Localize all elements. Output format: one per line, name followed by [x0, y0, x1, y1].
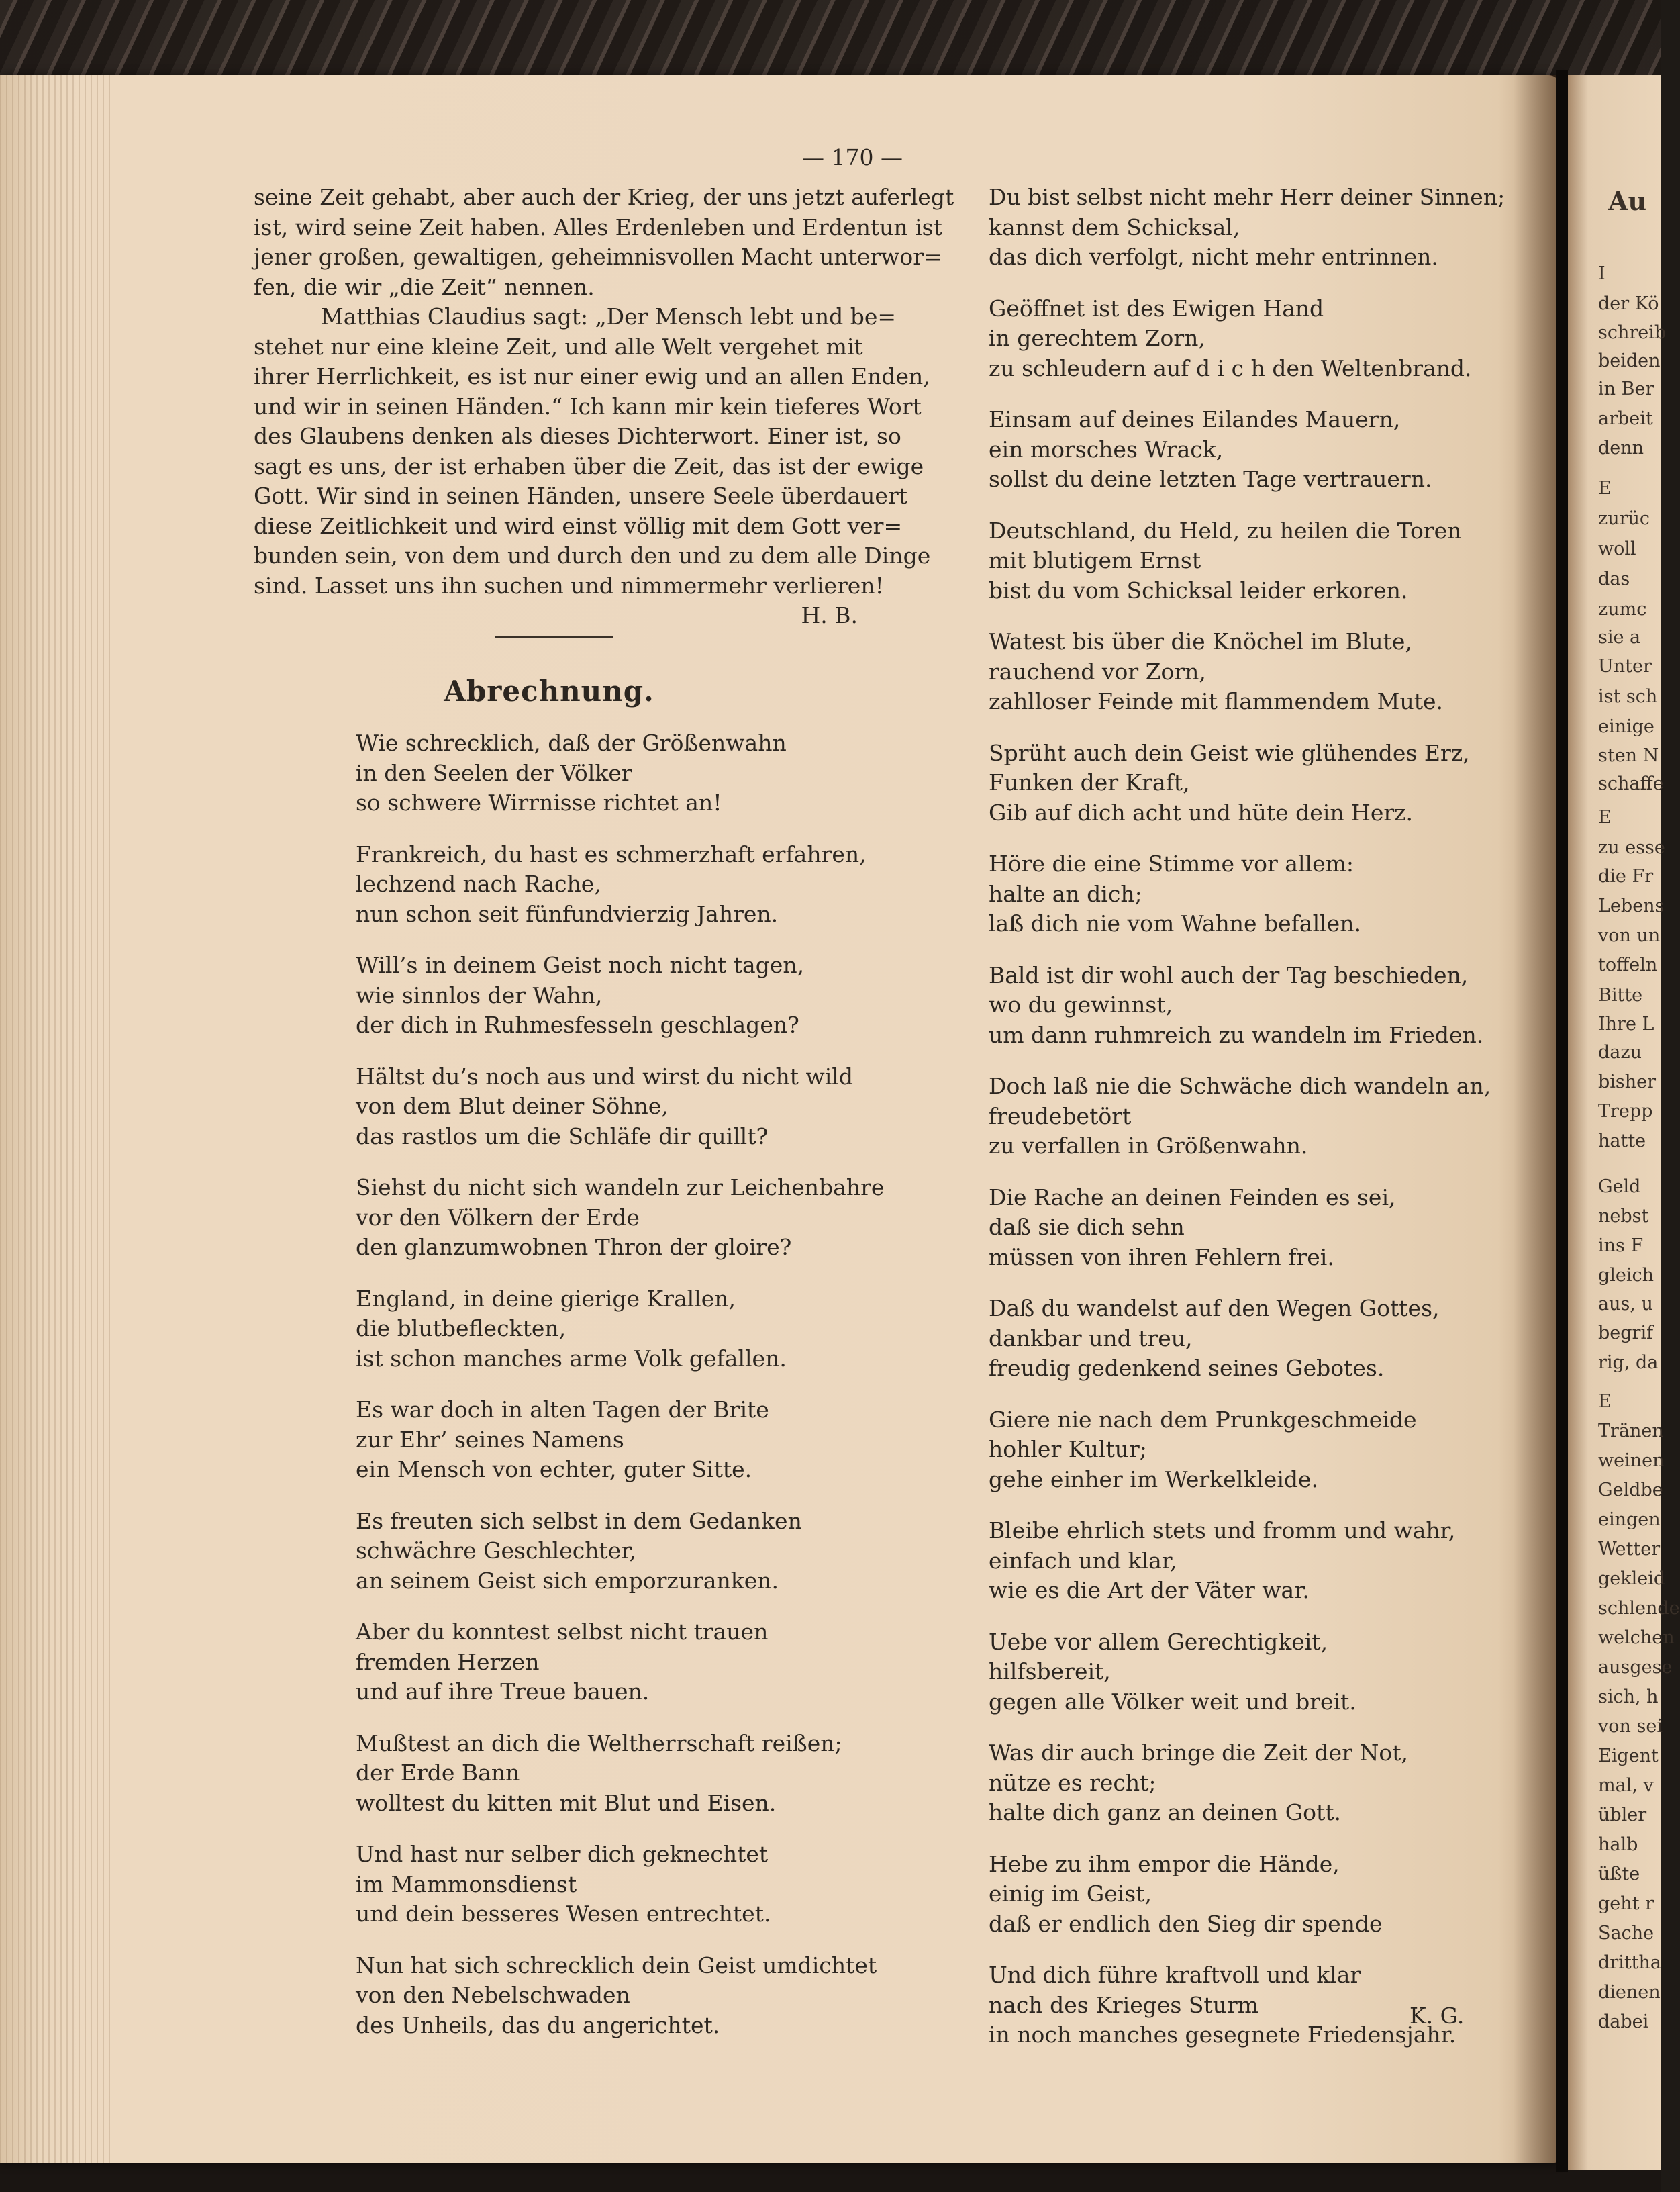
- next-page-text-fragment: üßte: [1598, 1864, 1640, 1885]
- page-edges: [0, 75, 114, 2163]
- next-page-text-fragment: E: [1598, 807, 1612, 828]
- poem-line: Die Rache an deinen Feinden es sei,: [989, 1184, 1396, 1210]
- poem-line: in gerechtem Zorn,: [989, 325, 1205, 351]
- poem-stanza: [989, 183, 1505, 273]
- next-page-text-fragment: arbeit: [1598, 408, 1653, 429]
- next-page-text-fragment: Au: [1608, 186, 1647, 216]
- poem-line: kannst dem Schicksal,: [989, 213, 1240, 240]
- next-page-text-fragment: Ihre L: [1598, 1014, 1654, 1035]
- poem-stanza: [989, 1516, 1472, 1606]
- poem-line: Was dir auch bringe die Zeit der Not,: [989, 1740, 1408, 1766]
- poem-line: Es freuten sich selbst in dem Gedanken: [356, 1507, 802, 1534]
- prose-line-text: sind. Lasset uns ihn suchen und nimmermehr verlieren!: [254, 572, 884, 599]
- poem-line: Funken der Kraft,: [989, 769, 1190, 796]
- prose-line: jener großen, gewaltigen, geheimnisvollen Macht unterwor=: [254, 244, 942, 270]
- page-number: — 170 —: [802, 144, 903, 171]
- next-page-text-fragment: E: [1598, 1391, 1612, 1412]
- next-page-text-fragment: dienen: [1598, 1982, 1661, 2003]
- poem-line: Will’s in deinem Geist noch nicht tagen,: [356, 952, 805, 978]
- next-page-text-fragment: Sache: [1598, 1923, 1654, 1944]
- next-page-text-fragment: I: [1598, 263, 1605, 284]
- poem-stanza: [356, 1729, 852, 1819]
- poem-line: einig im Geist,: [989, 1880, 1152, 1907]
- poem-signature: K. G.: [1410, 2003, 1465, 2029]
- next-page-text-fragment: zumc: [1598, 599, 1647, 620]
- next-page-text-fragment: weinen: [1598, 1450, 1665, 1471]
- poem-line: wie sinnlos der Wahn,: [356, 982, 603, 1008]
- next-page-text-fragment: gekleid: [1598, 1568, 1666, 1589]
- poem-line: Höre die eine Stimme vor allem:: [989, 851, 1354, 877]
- next-page-text-fragment: schlende: [1598, 1598, 1680, 1619]
- poem-line: bist du vom Schicksal leider erkoren.: [989, 577, 1408, 604]
- poem-line: Bald ist dir wohl auch der Tag beschieden,: [989, 961, 1469, 988]
- next-page-text-fragment: dazu: [1598, 1042, 1642, 1063]
- poem-line: Giere nie nach dem Prunkgeschmeide: [989, 1406, 1417, 1433]
- next-page-text-fragment: zu esse: [1598, 837, 1665, 858]
- next-page-text-fragment: schreib: [1598, 322, 1667, 343]
- next-page-text-fragment: Lebens: [1598, 896, 1665, 916]
- next-page-text-fragment: sich, h: [1598, 1686, 1659, 1707]
- poem-right-column: [989, 183, 1505, 2072]
- poem-line: Und dich führe kraftvoll und klar: [989, 1962, 1361, 1988]
- poem-line: Doch laß nie die Schwäche dich wandeln an,: [989, 1073, 1491, 1099]
- poem-stanza: [356, 840, 867, 930]
- book-spine: [1556, 70, 1568, 2172]
- poem-stanza: [356, 1395, 852, 1485]
- poem-line: wo du gewinnst,: [989, 992, 1173, 1018]
- poem-line: Hältst du’s noch aus und wirst du nicht wild: [356, 1063, 853, 1090]
- poem-stanza: [989, 1183, 1472, 1273]
- prose-paragraph: [254, 183, 954, 628]
- next-page-text-fragment: ins F: [1598, 1235, 1644, 1256]
- poem-line: Aber du konntest selbst nicht trauen: [356, 1619, 769, 1645]
- poem-line: der Erde Bann: [356, 1760, 520, 1786]
- poem-stanza: [989, 627, 1472, 717]
- next-page-text-fragment: ist sch: [1598, 686, 1658, 707]
- next-page-text-fragment: dabei: [1598, 2011, 1649, 2032]
- poem-stanza: [989, 1850, 1472, 1940]
- poem-stanza: [356, 1062, 852, 1152]
- next-page-text-fragment: Eigent: [1598, 1746, 1659, 1766]
- prose-line: bunden sein, von dem und durch den und zu dem alle Dinge: [254, 542, 931, 569]
- poem-line: Und hast nur selber dich geknechtet: [356, 1841, 769, 1867]
- next-page-text-fragment: mal, v: [1598, 1775, 1654, 1796]
- prose-line: [254, 571, 884, 628]
- next-page-text-fragment: Geldbe: [1598, 1480, 1663, 1500]
- poem-line: fremden Herzen: [356, 1648, 540, 1675]
- poem-line: an seinem Geist sich emporzuranken.: [356, 1567, 779, 1594]
- next-page-text-fragment: Trepp: [1598, 1101, 1653, 1122]
- next-page-text-fragment: von sei: [1598, 1716, 1663, 1737]
- next-page-text-fragment: halb: [1598, 1834, 1638, 1855]
- poem-line: schwächre Geschlechter,: [356, 1537, 636, 1564]
- section-divider: [495, 636, 613, 638]
- poem-line: die blutbefleckten,: [356, 1315, 566, 1341]
- next-page-text-fragment: E: [1598, 478, 1612, 499]
- poem-stanza: [356, 1951, 877, 2041]
- poem-line: ist schon manches arme Volk gefallen.: [356, 1345, 787, 1372]
- poem-line: Einsam auf deines Eilandes Mauern,: [989, 406, 1401, 432]
- poem-line: wie es die Art der Väter war.: [989, 1577, 1310, 1603]
- next-page-text-fragment: begrif: [1598, 1323, 1654, 1343]
- prose-line: und wir in seinen Händen.“ Ich kann mir kein tieferes Wort: [254, 393, 922, 420]
- poem-line: daß er endlich den Sieg dir spende: [989, 1910, 1383, 1937]
- poem-line: ein Mensch von echter, guter Sitte.: [356, 1456, 752, 1482]
- next-page-text-fragment: schaffe: [1598, 773, 1664, 794]
- poem-stanza: [356, 1507, 852, 1597]
- prose-line: Gott. Wir sind in seinen Händen, unsere Seele überdauert: [254, 483, 907, 509]
- next-page-text-fragment: nebst: [1598, 1206, 1649, 1227]
- poem-line: nach des Krieges Sturm: [989, 1991, 1259, 2018]
- poem-stanza: [989, 405, 1472, 495]
- poem-stanza: [989, 1738, 1472, 1828]
- poem-line: rauchend vor Zorn,: [989, 658, 1206, 685]
- poem-stanza: [989, 516, 1472, 606]
- poem-line: den glanzumwobnen Thron der gloire?: [356, 1234, 792, 1260]
- poem-line: zur Ehr’ seines Namens: [356, 1426, 624, 1453]
- next-page-text-fragment: das: [1598, 569, 1630, 589]
- poem-line: mit blutigem Ernst: [989, 547, 1201, 573]
- poem-stanza: [989, 849, 1472, 939]
- poem-line: Watest bis über die Knöchel im Blute,: [989, 628, 1412, 655]
- poem-line: hohler Kultur;: [989, 1436, 1147, 1462]
- poem-stanza: [989, 1627, 1472, 1717]
- poem-line: Daß du wandelst auf den Wegen Gottes,: [989, 1295, 1440, 1321]
- poem-line: im Mammonsdienst: [356, 1870, 577, 1897]
- poem-line: zu verfallen in Größenwahn.: [989, 1133, 1308, 1159]
- next-page-text-fragment: Geld: [1598, 1176, 1641, 1197]
- next-page-text-fragment: Tränen: [1598, 1421, 1664, 1441]
- poem-stanza: [356, 951, 852, 1041]
- next-page-fragment: [1568, 75, 1680, 2170]
- next-page-text-fragment: drittha: [1598, 1952, 1662, 1973]
- poem-line: das rastlos um die Schläfe dir quillt?: [356, 1123, 769, 1149]
- poem-line: Wie schrecklich, daß der Größenwahn: [356, 730, 787, 756]
- poem-line: wolltest du kitten mit Blut und Eisen.: [356, 1789, 777, 1816]
- prose-line: fen, die wir „die Zeit“ nennen.: [254, 273, 595, 300]
- next-page-text-fragment: übler: [1598, 1805, 1647, 1825]
- poem-stanza: [989, 961, 1484, 1051]
- poem-line: nun schon seit fünfundvierzig Jahren.: [356, 900, 779, 927]
- poem-line: um dann ruhmreich zu wandeln im Frieden.: [989, 1021, 1484, 1048]
- poem-stanza: [356, 1617, 852, 1707]
- prose-line: sagt es uns, der ist erhaben über die Zeit, das ist der ewige: [254, 452, 924, 479]
- next-page-text-fragment: Bitte: [1598, 985, 1643, 1006]
- poem-line: sollst du deine letzten Tage vertrauern.: [989, 466, 1432, 492]
- next-page-text-fragment: von un: [1598, 925, 1661, 946]
- poem-line: Mußtest an dich die Weltherrschaft reißen;: [356, 1729, 842, 1756]
- poem-line: Geöffnet ist des Ewigen Hand: [989, 295, 1324, 322]
- poem-line: Es war doch in alten Tagen der Brite: [356, 1396, 769, 1423]
- poem-title: Abrechnung.: [444, 675, 654, 708]
- next-page-text-fragment: zurüc: [1598, 508, 1650, 529]
- poem-line: das dich verfolgt, nicht mehr entrinnen.: [989, 244, 1438, 270]
- prose-column: [254, 183, 954, 631]
- prose-line: des Glaubens denken als dieses Dichterwort. Einer ist, so: [254, 423, 901, 449]
- poem-line: freudig gedenkend seines Gebotes.: [989, 1355, 1385, 1381]
- next-page-text-fragment: Wetter: [1598, 1539, 1661, 1560]
- next-page-text-fragment: ausgese: [1598, 1657, 1673, 1678]
- poem-line: gegen alle Völker weit und breit.: [989, 1688, 1356, 1715]
- poem-line: in noch manches gesegnete Friedensjahr.: [989, 2021, 1456, 2048]
- next-page-text-fragment: hatte: [1598, 1131, 1646, 1151]
- next-page-text-fragment: aus, u: [1598, 1294, 1653, 1315]
- poem-line: zu schleudern auf d i c h den Weltenbrand.: [989, 354, 1472, 381]
- poem-line: Sprüht auch dein Geist wie glühendes Erz,: [989, 739, 1470, 766]
- prose-line: Matthias Claudius sagt: „Der Mensch lebt und be=: [321, 303, 897, 330]
- poem-stanza: [989, 1071, 1491, 1161]
- poem-line: zahlloser Feinde mit flammendem Mute.: [989, 688, 1443, 714]
- next-page-text-fragment: woll: [1598, 538, 1636, 559]
- next-page-text-fragment: gleich: [1598, 1265, 1654, 1286]
- next-page-text-fragment: in Ber: [1598, 379, 1654, 399]
- next-page-text-fragment: sie a: [1598, 627, 1641, 648]
- poem-line: freudebetört: [989, 1102, 1132, 1129]
- page-gutter-shadow: [1514, 75, 1561, 2163]
- poem-stanza: [989, 294, 1472, 384]
- next-page-text-fragment: toffeln: [1598, 955, 1658, 975]
- poem-line: Deutschland, du Held, zu heilen die Toren: [989, 517, 1462, 544]
- poem-line: Gib auf dich acht und hüte dein Herz.: [989, 799, 1414, 826]
- next-page-text-fragment: bisher: [1598, 1071, 1657, 1092]
- poem-line: von den Nebelschwaden: [356, 1982, 630, 2008]
- next-page-text-fragment: rig, da: [1598, 1352, 1659, 1373]
- poem-stanza: [356, 728, 852, 818]
- poem-line: halte an dich;: [989, 880, 1142, 907]
- next-page-text-fragment: eingen: [1598, 1509, 1661, 1530]
- poem-line: Du bist selbst nicht mehr Herr deiner Sinnen;: [989, 184, 1505, 210]
- poem-line: halte dich ganz an deinen Gott.: [989, 1799, 1341, 1825]
- next-page-text-fragment: geht r: [1598, 1893, 1654, 1914]
- poem-line: Bleibe ehrlich stets und fromm und wahr,: [989, 1517, 1456, 1543]
- poem-line: lechzend nach Rache,: [356, 871, 601, 897]
- prose-line: ihrer Herrlichkeit, es ist nur einer ewig und an allen Enden,: [254, 363, 930, 389]
- poem-line: dankbar und treu,: [989, 1325, 1193, 1351]
- poem-line: laß dich nie vom Wahne befallen.: [989, 910, 1361, 937]
- poem-line: von dem Blut deiner Söhne,: [356, 1093, 669, 1119]
- poem-line: Frankreich, du hast es schmerzhaft erfahren,: [356, 841, 867, 867]
- poem-line: Hebe zu ihm empor die Hände,: [989, 1850, 1340, 1877]
- poem-stanza: [356, 1173, 885, 1263]
- poem-line: gehe einher im Werkelkleide.: [989, 1466, 1319, 1492]
- prose-signature: H. B.: [801, 602, 858, 628]
- poem-line: Nun hat sich schrecklich dein Geist umdichtet: [356, 1952, 877, 1979]
- next-page-text-fragment: einige: [1598, 716, 1654, 737]
- poem-line: Uebe vor allem Gerechtigkeit,: [989, 1628, 1328, 1655]
- prose-line: ist, wird seine Zeit haben. Alles Erdenleben und Erdentun ist: [254, 213, 942, 240]
- next-page-text-fragment: beiden: [1598, 350, 1661, 371]
- poem-stanza: [356, 1840, 852, 1929]
- poem-line: Siehst du nicht sich wandeln zur Leichenbahre: [356, 1174, 885, 1200]
- poem-line: des Unheils, das du angerichtet.: [356, 2011, 720, 2038]
- next-page-text-fragment: Unter: [1598, 656, 1652, 677]
- marbled-cover-edge: [0, 0, 1661, 81]
- poem-line: daß sie dich sehn: [989, 1214, 1185, 1240]
- poem-line: der dich in Ruhmesfesseln geschlagen?: [356, 1012, 799, 1038]
- poem-line: müssen von ihren Fehlern frei.: [989, 1243, 1334, 1270]
- prose-line: seine Zeit gehabt, aber auch der Krieg, der uns jetzt auferlegt: [254, 184, 954, 210]
- poem-stanza: [989, 1960, 1472, 2050]
- poem-line: England, in deine gierige Krallen,: [356, 1285, 736, 1312]
- next-page-text-fragment: die Fr: [1598, 866, 1654, 887]
- next-page-text-fragment: der Kö: [1598, 293, 1659, 314]
- poem-line: nütze es recht;: [989, 1769, 1156, 1796]
- poem-line: hilfsbereit,: [989, 1658, 1111, 1684]
- prose-line: diese Zeitlichkeit und wird einst völlig mit dem Gott ver=: [254, 512, 903, 539]
- poem-line: so schwere Wirrnisse richtet an!: [356, 790, 722, 816]
- poem-stanza: [989, 1405, 1472, 1495]
- next-page-text-fragment: denn: [1598, 438, 1644, 459]
- poem-line: und auf ihre Treue bauen.: [356, 1678, 650, 1705]
- poem-line: ein morsches Wrack,: [989, 436, 1224, 463]
- prose-line: stehet nur eine kleine Zeit, und alle Welt vergehet mit: [254, 333, 863, 360]
- poem-stanza: [989, 738, 1472, 828]
- poem-line: und dein besseres Wesen entrechtet.: [356, 1901, 771, 1927]
- poem-line: vor den Völkern der Erde: [356, 1204, 640, 1231]
- next-page-text-fragment: welchen: [1598, 1627, 1675, 1648]
- next-page-text-fragment: sten N: [1598, 745, 1659, 766]
- poem-line: in den Seelen der Völker: [356, 759, 632, 786]
- poem-stanza: [989, 1294, 1472, 1384]
- poem-stanza: [356, 1284, 852, 1374]
- poem-line: einfach und klar,: [989, 1547, 1177, 1574]
- poem-left-column: [356, 728, 885, 2062]
